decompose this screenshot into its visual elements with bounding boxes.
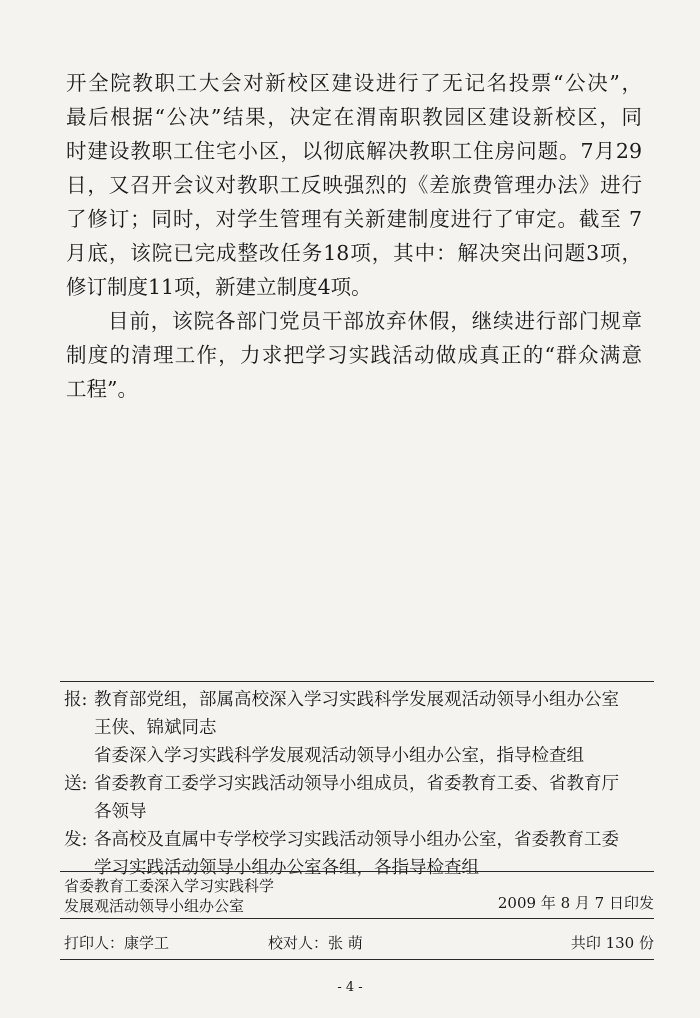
divider-top [60, 681, 654, 682]
song-row [64, 798, 654, 826]
bao-text: 省委深入学习实践科学发展观活动领导小组办公室，指导检查组 [94, 746, 584, 766]
copies: 共印 130 份 [570, 934, 654, 952]
bao-row [64, 686, 654, 714]
body-line: 了修订；同时，对学生管理有关新建制度进行了审定。截至 7 [66, 207, 642, 231]
body-line: 日，又召开会议对教职工反映强烈的《差旅费管理办法》进行 [66, 173, 642, 197]
fa-label: 发: [64, 830, 88, 850]
song-text: 各领导 [94, 802, 147, 822]
paragraph-1 [66, 66, 642, 304]
divider-middle [60, 871, 654, 872]
divider-lower [60, 918, 654, 919]
body-line: 目前，该院各部门党员干部放弃休假，继续进行部门规章 [108, 309, 642, 333]
printer: 打印人：康学工 [64, 934, 170, 952]
body-line: 工程”。 [66, 377, 138, 401]
divider-bottom [60, 959, 654, 960]
issuer-line: 发展观活动领导小组办公室 [64, 897, 245, 915]
body-line: 最后根据“公决”结果，决定在渭南职教园区建设新校区，同 [66, 105, 642, 129]
page-number: - 4 - [337, 980, 363, 995]
fa-text: 学习实践活动领导小组办公室各组，各指导检查组 [94, 858, 479, 878]
bao-text: 王侠、锦斌同志 [94, 718, 217, 738]
paragraph-2 [66, 304, 642, 406]
fa-row [64, 826, 654, 854]
body-line: 月底，该院已完成整改任务18项，其中：解决突出问题3项， [66, 241, 642, 265]
bao-row [64, 714, 654, 742]
body-line: 时建设教职工住宅小区，以彻底解决教职工住房问题。7月29 [66, 139, 642, 163]
body-line: 制度的清理工作，力求把学习实践活动做成真正的“群众满意 [66, 343, 642, 367]
issuer [64, 876, 274, 916]
distribution-list [64, 686, 654, 882]
bao-text: 教育部党组，部属高校深入学习实践科学发展观活动领导小组办公室 [94, 690, 619, 710]
fa-text: 各高校及直属中专学校学习实践活动领导小组办公室，省委教育工委 [94, 830, 619, 850]
print-info [64, 932, 654, 954]
body-text [66, 66, 642, 406]
proofreader: 校对人：张 萌 [268, 934, 363, 952]
song-text: 省委教育工委学习实践活动领导小组成员，省委教育工委、省教育厅 [94, 774, 619, 794]
body-line: 修订制度11项，新建立制度4项。 [66, 275, 372, 299]
bao-row [64, 742, 654, 770]
bao-label: 报: [64, 690, 88, 710]
issuer-line: 省委教育工委深入学习实践科学 [64, 877, 275, 895]
body-line: 开全院教职工大会对新校区建设进行了无记名投票“公决”， [66, 71, 642, 95]
issue-date: 2009 年 8 月 7 日印发 [497, 894, 654, 912]
song-row [64, 770, 654, 798]
song-label: 送: [64, 774, 88, 794]
